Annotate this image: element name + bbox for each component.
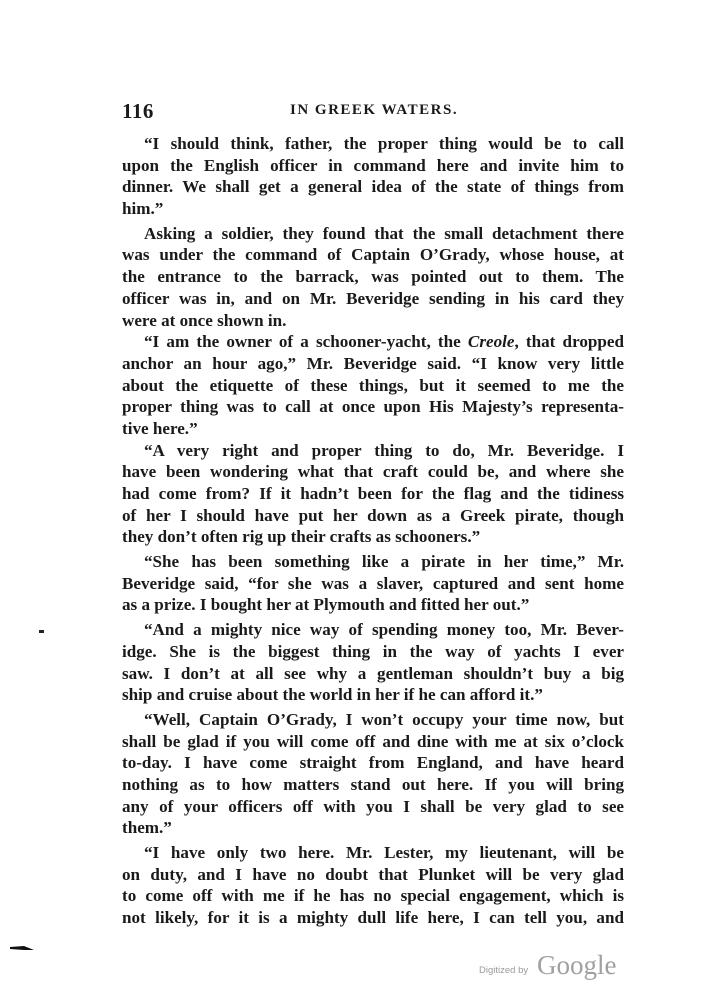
text-line: upon the English officer in command here and invite him to bbox=[122, 155, 624, 175]
page-header bbox=[122, 99, 622, 123]
text-line: as a prize. I bought her at Plymouth and fitted her out.” bbox=[122, 595, 530, 615]
text-line: to-day. I have come straight from England, and have heard bbox=[122, 753, 624, 773]
text-line: them.” bbox=[122, 818, 172, 838]
text-line: dinner. We shall get a general idea of the state of things from bbox=[122, 177, 624, 197]
running-title: IN GREEK WATERS. bbox=[290, 102, 459, 118]
text-line: “I have only two here. Mr. Lester, my lieutenant, will be bbox=[144, 843, 624, 862]
text-line: “I should think, father, the proper thing would be to call bbox=[144, 134, 624, 153]
text-line bbox=[122, 331, 624, 353]
text-line: Asking a soldier, they found that the small detachment there bbox=[144, 223, 624, 243]
text-line: not likely, for it is a mighty dull life here, I can tell you, and bbox=[122, 908, 624, 928]
text-line: him.” bbox=[122, 199, 164, 219]
ship-name: Creole bbox=[467, 332, 515, 352]
text-line: the entrance to the barrack, was pointed out to them. The bbox=[122, 267, 624, 287]
text-line: “She has been something like a pirate in her time,” Mr. bbox=[144, 552, 624, 572]
text-line: ship and cruise about the world in her if he can afford it.” bbox=[122, 685, 543, 705]
page-number: 116 bbox=[122, 99, 154, 123]
text-line: had come from? If it hadn’t been for the flag and the tidiness bbox=[122, 484, 624, 503]
text-line: they don’t often rig up their crafts as schooners.” bbox=[122, 527, 481, 547]
text-line: idge. She is the biggest thing in the way of yachts I ever bbox=[122, 641, 624, 661]
text-line: on duty, and I have no doubt that Plunket will be very glad bbox=[122, 864, 624, 884]
text-line: Beveridge said, “for she was a slaver, captured and sent home bbox=[122, 573, 624, 593]
text-line: proper thing was to call at once upon His Majesty’s representa- bbox=[122, 397, 624, 417]
scan-mark bbox=[10, 944, 34, 952]
text-fragment: , that dropped bbox=[514, 332, 624, 352]
text-line: about the etiquette of these things, but it seemed to me the bbox=[122, 375, 624, 395]
text-line: any of your officers off with you I shall be very glad to see bbox=[122, 796, 624, 816]
text-line: “A very right and proper thing to do, Mr. Beveridge. I bbox=[144, 440, 624, 460]
digitized-by-text: Digitized by bbox=[479, 965, 529, 976]
google-logo: Google bbox=[537, 950, 617, 980]
text-line: nothing as to how matters stand out here. If you will bring bbox=[122, 774, 624, 794]
text-line: tive here.” bbox=[122, 418, 198, 438]
margin-mark bbox=[39, 630, 44, 633]
text-line: “Well, Captain O’Grady, I won’t occupy your time now, but bbox=[144, 709, 624, 729]
text-line: were at once shown in. bbox=[122, 310, 287, 330]
text-line: have been wondering what that craft could be, and where she bbox=[122, 462, 624, 482]
text-line: of her I should have put her down as a Greek pirate, though bbox=[122, 505, 624, 525]
text-line: “And a mighty nice way of spending money too, Mr. Bever- bbox=[144, 620, 624, 640]
body-text bbox=[122, 133, 624, 929]
text-line: to come off with me if he has no special engagement, which is bbox=[122, 886, 624, 906]
text-line: anchor an hour ago,” Mr. Beveridge said. “I know very little bbox=[122, 353, 624, 373]
text-line: was under the command of Captain O’Grady, whose house, at bbox=[122, 245, 624, 265]
text-line: shall be glad if you will come off and dine with me at six o’clock bbox=[122, 731, 624, 751]
text-line: saw. I don’t at all see why a gentleman shouldn’t buy a big bbox=[122, 663, 624, 683]
text-line: officer was in, and on Mr. Beveridge sending in his card they bbox=[122, 288, 624, 308]
text-fragment: “I am the owner of a schooner-yacht, the bbox=[144, 332, 468, 352]
